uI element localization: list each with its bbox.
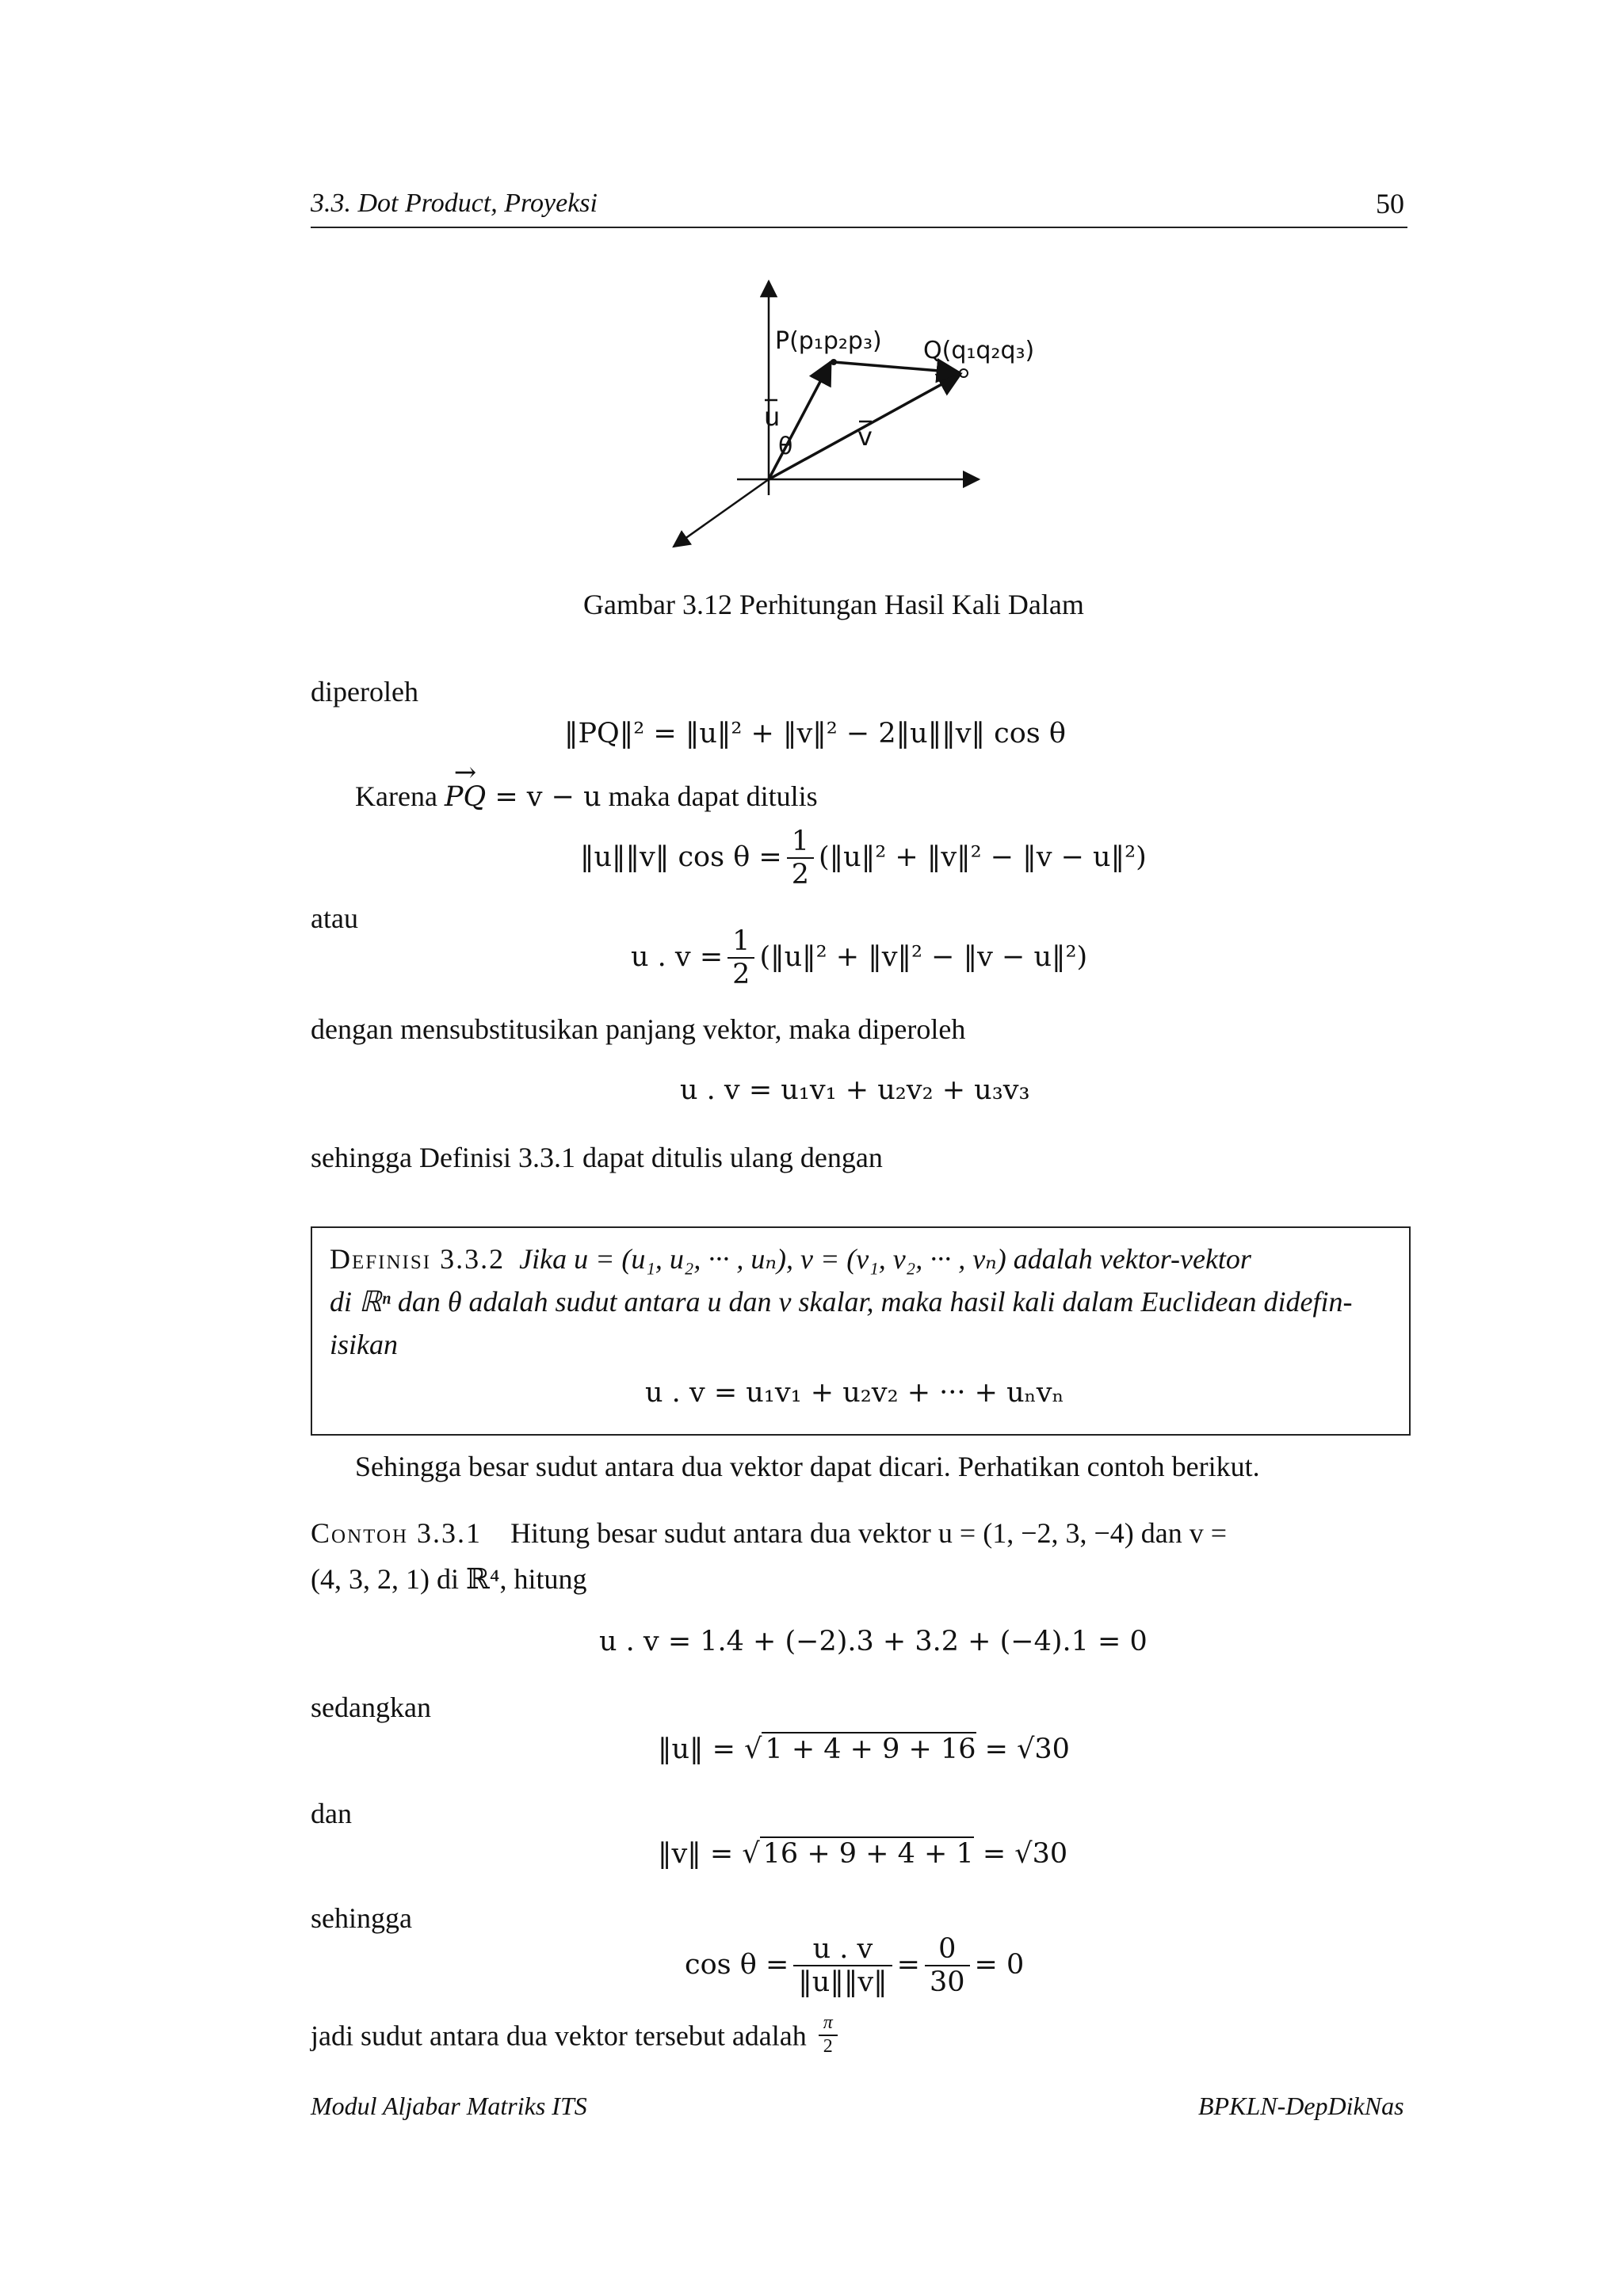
equation-law-of-cosines: ‖PQ‖² = ‖u‖² + ‖v‖² − 2‖u‖‖v‖ cos θ	[564, 718, 1066, 749]
example-line-2: (4, 3, 2, 1) di ℝ⁴, hitung	[311, 1563, 587, 1595]
equation-cos-theta: cos θ = $\frac{u . v}{‖u‖‖v‖}$ = $\frac{0}{30}$ = 0	[685, 1933, 1025, 1999]
equation-cos-expansion: ‖u‖‖v‖ cos θ = $\frac{1}{2}$ (‖u‖² + ‖v‖² − ‖v − u‖²)	[580, 826, 1147, 891]
text-after-definition: Sehingga besar sudut antara dua vektor dapat dicari. Perhatikan contoh berikut.	[355, 1451, 1260, 1482]
header-rule	[311, 227, 1407, 228]
text-sehingga: sehingga	[311, 1902, 412, 1934]
text-dengan: dengan mensubstitusikan panjang vektor, maka diperoleh	[311, 1013, 966, 1045]
text-atau: atau	[311, 902, 358, 934]
footer-left: Modul Aljabar Matriks ITS	[311, 2092, 587, 2120]
label-q: Q(q₁q₂q₃)	[923, 337, 1035, 364]
equation-dot-half: u . v = $\frac{1}{2}$ (‖u‖² + ‖v‖² − ‖v − u‖²)	[631, 925, 1088, 991]
definition-line-2: di ℝⁿ dan θ adalah sudut antara u dan v skalar, maka hasil kali dalam Euclidean didefin-	[330, 1286, 1353, 1318]
label-theta: θ	[778, 433, 793, 460]
equation-dot-3d: u . v = u₁v₁ + u₂v₂ + u₃v₃	[680, 1074, 1030, 1106]
equation-norm-v: ‖v‖ = √ 16 + 9 + 4 + 1 = √30	[658, 1838, 1068, 1870]
text-dan: dan	[311, 1798, 352, 1829]
definition-formula: u . v = u₁v₁ + u₂v₂ + ··· + uₙvₙ	[645, 1377, 1064, 1409]
text-diperoleh: diperoleh	[311, 676, 418, 707]
definition-line-3: isikan	[330, 1329, 398, 1360]
text-sehingga-def: sehingga Definisi 3.3.1 dapat ditulis ulang dengan	[311, 1142, 883, 1173]
equation-example-dot: u . v = 1.4 + (−2).3 + 3.2 + (−4).1 = 0	[599, 1626, 1148, 1657]
point-p	[831, 359, 837, 365]
page-number: 50	[1376, 188, 1404, 219]
footer-right: BPKLN-DepDikNas	[1198, 2092, 1404, 2120]
example-line-1: Contoh 3.3.1 Hitung besar sudut antara dua vektor u = (1, −2, 3, −4) dan v =	[311, 1517, 1228, 1549]
definition-line-1: Definisi 3.3.2 Jika u = (u₁, u₂, ··· , uₙ), v = (v₁, v₂, ··· , vₙ) adalah vektor-vektor	[330, 1243, 1251, 1275]
text-conclusion: jadi sudut antara dua vektor tersebut adalah $\frac{\pi}{2}$	[311, 2012, 842, 2058]
label-p: P(p₁p₂p₃)	[775, 327, 882, 355]
definition-box	[311, 1226, 1411, 1436]
text-sedangkan: sedangkan	[311, 1691, 431, 1723]
figure-caption: Gambar 3.12 Perhitungan Hasil Kali Dalam	[583, 589, 1084, 620]
label-v: v	[857, 421, 873, 452]
running-header: 3.3. Dot Product, Proyeksi	[311, 189, 598, 218]
vector-figure	[650, 269, 1062, 563]
point-q	[960, 369, 968, 377]
label-u: u	[764, 402, 781, 432]
text-karena: Karena → PQ = v − u maka dapat ditulis	[355, 780, 818, 814]
equation-norm-u: ‖u‖ = √ 1 + 4 + 9 + 16 = √30	[658, 1733, 1070, 1765]
z-axis	[674, 479, 769, 547]
